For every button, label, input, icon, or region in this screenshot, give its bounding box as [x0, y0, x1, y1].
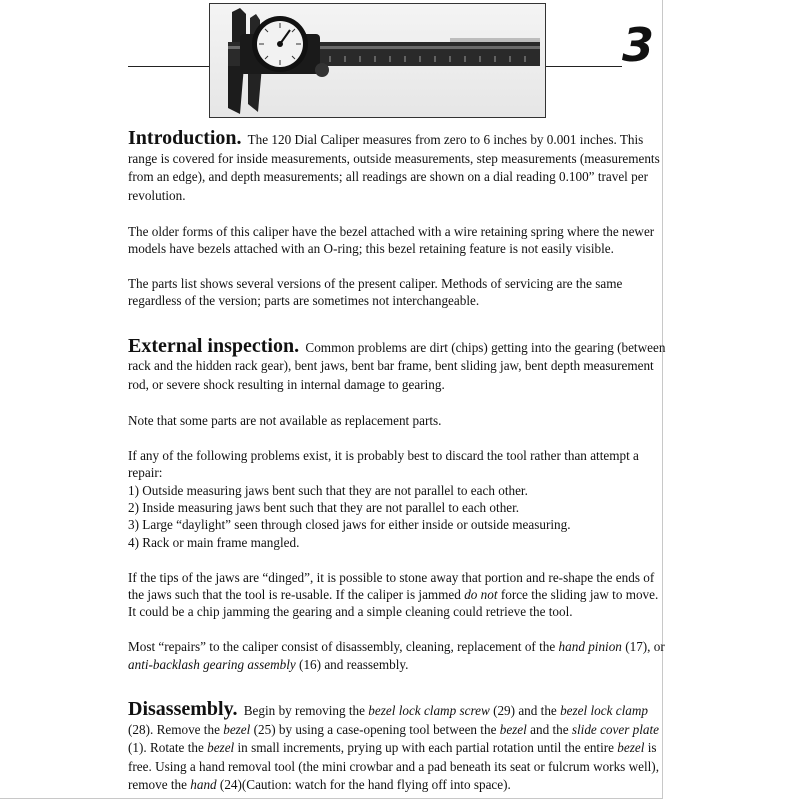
replacement-parts-note: Note that some parts are not available as replacement parts.	[128, 412, 442, 428]
text-run: (29) and the	[489, 703, 561, 718]
part-name: hand	[190, 777, 217, 793]
article-body	[128, 128, 668, 795]
bezel-paragraph: The older forms of this caliper have the bezel attached with a wire retaining spring where the newer models have bezels attached with an O-ring; this bezel retaining feature is not easily visible.	[128, 223, 655, 257]
introduction-heading: Introduction.	[128, 127, 242, 149]
disassembly-heading: Disassembly.	[128, 698, 238, 720]
introduction-text: The 120 Dial Caliper measures from zero to 6 inches by 0.001 inches. This range is covered for inside measurements, outside measurements, step measurements (measurements from an edge), and depth measurements; all readings are shown on a dial reading 0.100” travel per revolution.	[128, 132, 660, 203]
part-name: bezel	[499, 721, 527, 737]
part-name: slide cover plate	[571, 721, 660, 737]
text-run: (17), or	[621, 639, 665, 655]
part-name: hand pinion	[558, 639, 622, 655]
chapter-number: 3	[622, 18, 655, 72]
part-name: bezel	[207, 740, 235, 756]
text-run: (1). Rotate the	[128, 740, 208, 756]
list-item: 4) Rack or main frame mangled.	[128, 534, 300, 550]
part-name: anti-backlash gearing assembly	[128, 656, 296, 672]
text-run: (28). Remove the	[128, 721, 224, 737]
list-item: 3) Large “daylight” seen through closed jaws for either inside or outside measuring.	[128, 517, 571, 533]
caliper-illustration	[210, 4, 545, 117]
text-run: is free. Using a hand removal tool (the mini crowbar and a pad beneath its seat or fulcrum works well), remove the	[128, 740, 659, 793]
emphasis: do not	[464, 586, 498, 602]
text-run: and the	[526, 721, 572, 737]
repairs-paragraph	[128, 638, 668, 673]
part-name: bezel	[223, 721, 251, 737]
external-inspection-paragraph	[128, 336, 668, 395]
introduction-paragraph	[128, 128, 668, 205]
text-run: (16) and reassembly.	[295, 656, 409, 672]
text-run: Begin by removing the	[243, 703, 369, 718]
header-rule-right	[544, 66, 622, 67]
dial-caliper-photo	[209, 3, 546, 118]
text-run: (25) by using a case-opening tool between the	[250, 721, 500, 737]
part-name: bezel lock clamp screw	[368, 703, 490, 718]
header-rule-left	[128, 66, 209, 67]
text-run: (24)(Caution: watch for the hand flying off into space).	[216, 777, 511, 793]
text-run: If the tips of the jaws are “dinged”, it is possible to stone away that portion and re-shape the ends of the jaws such that the tool is re-usable. If the caliper is jammed	[128, 569, 655, 602]
disassembly-paragraph	[128, 699, 668, 795]
part-name: bezel lock clamp	[560, 703, 648, 718]
text-run: in small increments, prying up with each partial rotation until the entire	[234, 740, 618, 756]
discard-paragraph: If any of the following problems exist, it is probably best to discard the tool rather than attempt a repair:	[128, 447, 639, 481]
text-run: Most “repairs” to the caliper consist of disassembly, cleaning, replacement of the	[128, 639, 559, 655]
external-inspection-heading: External inspection.	[128, 334, 300, 357]
parts-list-paragraph: The parts list shows several versions of the present caliper. Methods of servicing are the same regardless of the version; parts are sometimes not interchangeable.	[128, 275, 623, 309]
list-item: 1) Outside measuring jaws bent such that they are not parallel to each other.	[128, 482, 528, 498]
dinged-jaws-paragraph	[128, 569, 668, 621]
external-inspection-text: Common problems are dirt (chips) getting into the gearing (between rack and the hidden rack gear), bent jaws, bent bar frame, bent sliding jaw, bent depth measurement rod, or severe shock resulting in internal damage to gearing.	[128, 339, 666, 392]
text-run: force the sliding jaw to move. It could be a chip jamming the gearing and a simple cleaning could retrieve the tool.	[128, 586, 659, 620]
problem-list	[128, 482, 668, 552]
list-item: 2) Inside measuring jaws bent such that they are not parallel to each other.	[128, 499, 520, 515]
part-name: bezel	[617, 740, 645, 756]
